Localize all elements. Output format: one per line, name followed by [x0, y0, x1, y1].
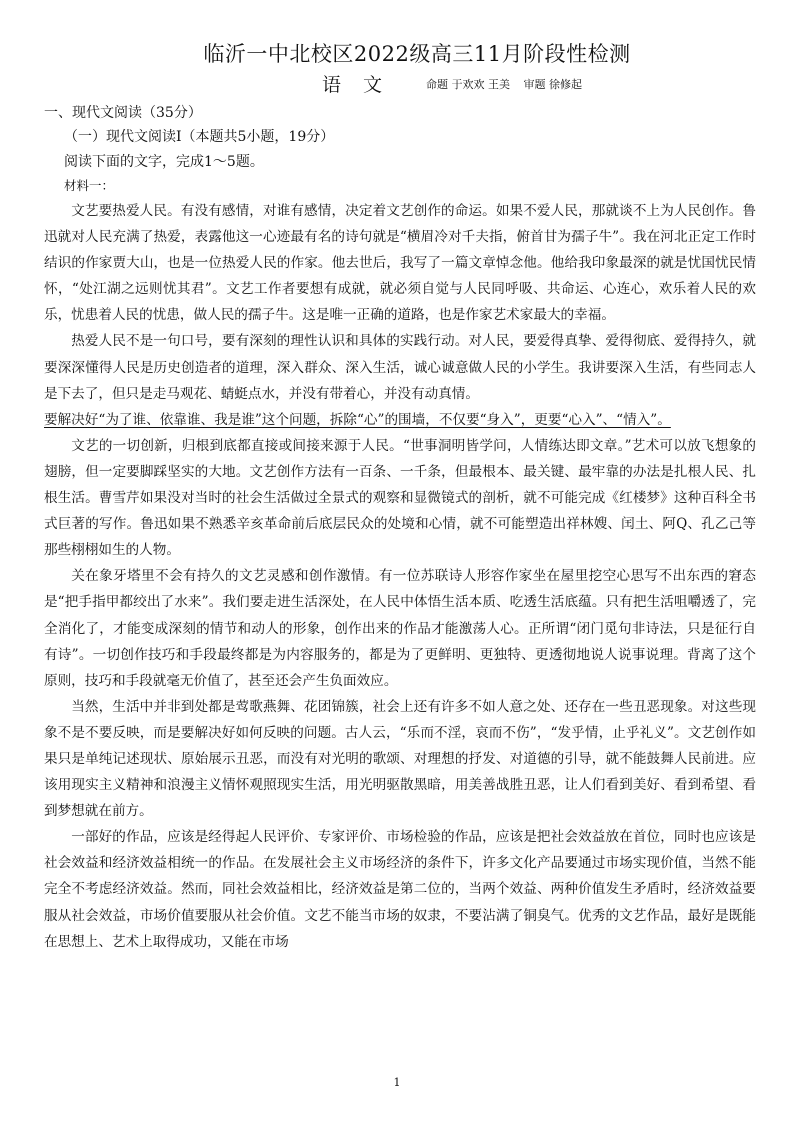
underlined-paragraph: 要解决好“为了谁、依靠谁、我是谁”这个问题，拆除“心”的围墙，不仅要“身入”，更要“心入”、“情入”。 [44, 411, 671, 428]
sub-heading: （一）现代文阅读Ⅰ（本题共5小题，19分） [64, 129, 335, 145]
material-label: 材料一： [64, 178, 115, 193]
section-heading: 一、现代文阅读（35分） [44, 105, 202, 121]
setter-credit: 命题 于欢欢 王美 [426, 78, 511, 91]
subtitle-row [322, 70, 592, 94]
paragraph: 文艺的一切创新，归根到底都直接或间接来源于人民。“世事洞明皆学问，人情练达即文章。”艺术可以放飞想象的翅膀，但一定要脚踩坚实的大地。文艺创作方法有一百条、一千条，但最根本、最关键、最牢靠的办法是扎根人民、扎根生活。曹雪芹如果没对当时的社会生活做过全景式的观察和显微镜式的剖析，就不可能完成《红楼梦》这种百科全书式巨著的写作。鲁迅如果不熟悉辛亥革命前后底层民众的处境和心情，就不可能塑造出祥林嫂、闰土、阿Q、孔乙己等那些栩栩如生的人物。 [44, 437, 756, 559]
exam-title: 临沂一中北校区2022级高三11月阶段性检测 [203, 42, 631, 66]
page-number: 1 [393, 1076, 401, 1089]
paragraph: 一部好的作品，应该是经得起人民评价、专家评价、市场检验的作品，应该是把社会效益放在首位，同时也应该是社会效益和经济效益相统一的作品。在发展社会主义市场经济的条件下，许多文化产品要通过市场实现价值，当然不能完全不考虑经济效益。然而，同社会效益相比，经济效益是第二位的，当两个效益、两种价值发生矛盾时，经济效益要服从社会效益，市场价值要服从社会价值。文艺不能当市场的奴隶，不要沾满了铜臭气。优秀的文艺作品，最好是既能在思想上、艺术上取得成功，又能在市场 [44, 829, 756, 950]
subject-label: 语文 [322, 74, 405, 96]
paragraph: 文艺要热爱人民。有没有感情，对谁有感情，决定着文艺创作的命运。如果不爱人民，那就谈不上为人民创作。鲁迅就对人民充满了热爱，表露他这一心迹最有名的诗句就是“横眉冷对千夫指，俯首甘为孺子牛”。我在河北正定工作时结识的作家贾大山，也是一位热爱人民的作家。他去世后，我写了一篇文章悼念他。他给我印象最深的就是忧国忧民情怀，“处江湖之远则忧其君”。文艺工作者要想有成就，就必须自觉与人民同呼吸、共命运、心连心，欢乐着人民的欢乐，忧患着人民的忧患，做人民的孺子牛。这是唯一正确的道路，也是作家艺术家最大的幸福。 [44, 203, 756, 324]
instruction: 阅读下面的文字，完成1～5题。 [64, 154, 264, 170]
paragraph: 当然，生活中并非到处都是莺歌燕舞、花团锦簇，社会上还有许多不如人意之处、还存在一些丑恶现象。对这些现象不是不要反映，而是要解决好如何反映的问题。古人云，“乐而不淫，哀而不伤”，“发乎情，止乎礼义”。文艺创作如果只是单纯记述现状、原始展示丑恶，而没有对光明的歌颂、对理想的抒发、对道德的引导，就不能鼓舞人民前进。应该用现实主义精神和浪漫主义情怀观照现实生活，用光明驱散黑暗，用美善战胜丑恶，让人们看到美好、看到希望、看到梦想就在前方。 [44, 698, 756, 820]
paragraph: 热爱人民不是一句口号，要有深刻的理性认识和具体的实践行动。对人民，要爱得真挚、爱得彻底、爱得持久，就要深深懂得人民是历史创造者的道理，深入群众、深入生活，诚心诚意做人民的小学生。我讲要深入生活，有些同志人是下去了，但只是走马观花、蜻蜓点水，并没有带着心，并没有动真情。 [44, 333, 756, 402]
reviewer-credit: 审题 徐修起 [523, 78, 583, 91]
paragraph: 关在象牙塔里不会有持久的文艺灵感和创作激情。有一位苏联诗人形容作家坐在屋里挖空心思写不出东西的窘态是“把手指甲都绞出了水来”。我们要走进生活深处，在人民中体悟生活本质、吃透生活底蕴。只有把生活咀嚼透了，完全消化了，才能变成深刻的情节和动人的形象，创作出来的作品才能激荡人心。正所谓“闭门觅句非诗法，只是征行自有诗”。一切创作技巧和手段最终都是为内容服务的，都是为了更鲜明、更独特、更透彻地说人说事说理。背离了这个原则，技巧和手段就毫无价值了，甚至还会产生负面效应。 [44, 568, 756, 689]
passage [44, 198, 756, 955]
credits [426, 76, 592, 92]
